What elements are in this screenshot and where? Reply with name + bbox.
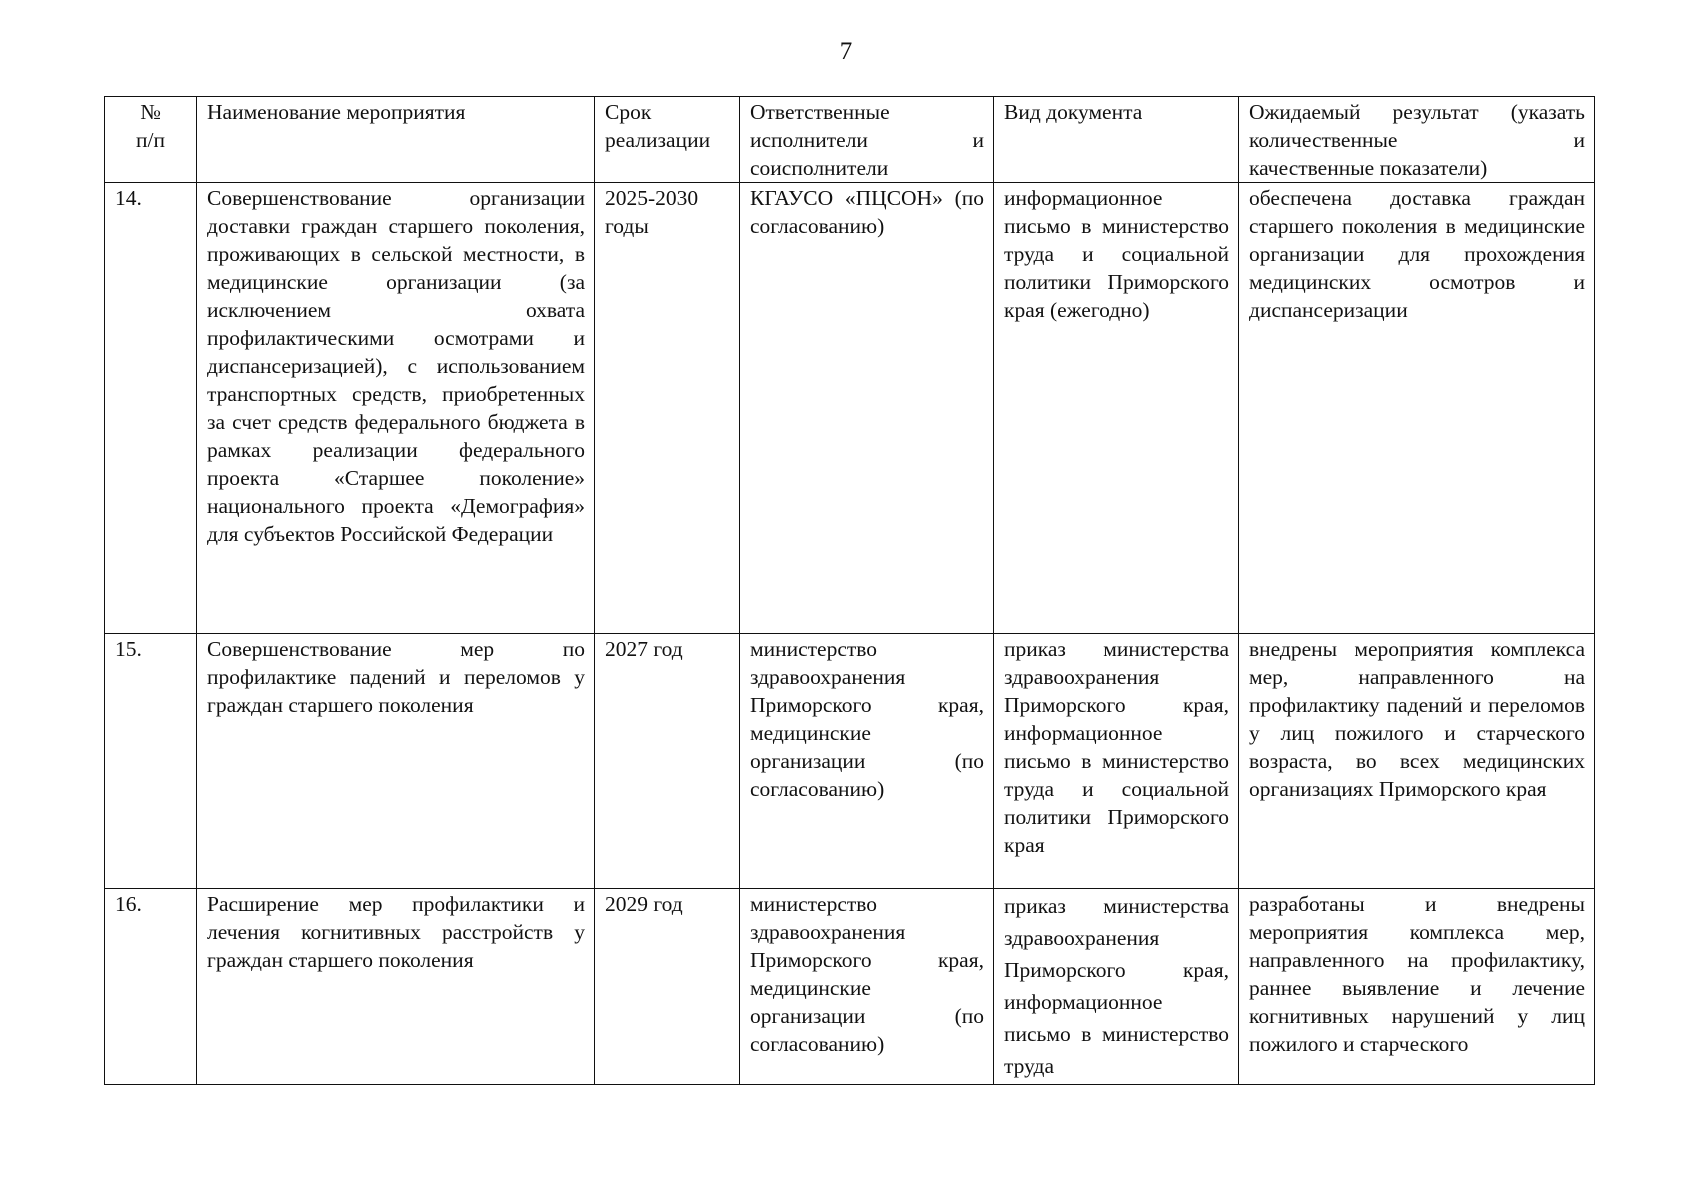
header-doc-type: Вид документа — [994, 97, 1239, 183]
row-name: Совершенствование организации доставки граждан старшего поколения, проживающих в сельской местности, в медицинские организации (за исключением охвата профилактическими осмотрами и диспансеризацией), с использованием транспортных средств, приобретенных за счет средств федерального бюджета в рамках реализации федерального проекта «Старшее поколение» национального проекта «Демография» для субъектов Российской Федерации — [197, 183, 595, 634]
row-doc-type: приказ министерства здравоохранения Приморского края, информационное письмо в министерство труда — [994, 889, 1239, 1085]
row-num: 15. — [105, 634, 197, 889]
header-executors — [740, 97, 994, 183]
header-result-line-1: Ожидаемый результат (указать — [1249, 100, 1585, 124]
header-num-line-2: п/п — [136, 128, 165, 152]
header-executors-line-1: Ответственные — [750, 100, 890, 124]
table-row — [105, 634, 1595, 889]
row-term: 2027 год — [595, 634, 740, 889]
row-doc-type: приказ министерства здравоохранения Приморского края, информационное письмо в министерство труда и социальной политики Приморского края — [994, 634, 1239, 889]
table-row — [105, 183, 1595, 634]
row-executors: министерство здравоохранения Приморского края, медицинские организации (по согласованию) — [740, 634, 994, 889]
header-result — [1239, 97, 1595, 183]
table-row — [105, 889, 1595, 1085]
row-result: разработаны и внедрены мероприятия комплекса мер, направленного на профилактику, раннее выявление и лечение когнитивных нарушений у лиц пожилого и старческого — [1239, 889, 1595, 1085]
header-executors-line-3: соисполнители — [750, 156, 889, 180]
row-term: 2029 год — [595, 889, 740, 1085]
measures-table — [104, 96, 1595, 1085]
row-result: внедрены мероприятия комплекса мер, направленного на профилактику падений и переломов у лиц пожилого и старческого возраста, во всех медицинских организациях Приморского края — [1239, 634, 1595, 889]
row-name: Расширение мер профилактики и лечения когнитивных расстройств у граждан старшего поколения — [197, 889, 595, 1085]
page-number: 7 — [839, 38, 853, 65]
header-term-line-2: реализации — [605, 128, 711, 152]
row-executors: КГАУСО «ПЦСОН» (по согласованию) — [740, 183, 994, 634]
header-name: Наименование мероприятия — [197, 97, 595, 183]
row-executors: министерство здравоохранения Приморского края, медицинские организации (по согласованию) — [740, 889, 994, 1085]
header-term-line-1: Срок — [605, 100, 652, 124]
row-result: обеспечена доставка граждан старшего поколения в медицинские организации для прохождения медицинских осмотров и диспансеризации — [1239, 183, 1595, 634]
row-doc-type: информационное письмо в министерство труда и социальной политики Приморского края (ежегодно) — [994, 183, 1239, 634]
header-executors-line-2: исполнители и — [750, 128, 984, 152]
row-name: Совершенствование мер по профилактике падений и переломов у граждан старшего поколения — [197, 634, 595, 889]
header-num — [105, 97, 197, 183]
header-num-line-1: № — [140, 100, 161, 124]
header-term — [595, 97, 740, 183]
row-num: 16. — [105, 889, 197, 1085]
row-num: 14. — [105, 183, 197, 634]
row-term: 2025-2030 годы — [595, 183, 740, 634]
header-result-line-3: качественные показатели) — [1249, 156, 1488, 180]
table-header-row — [105, 97, 1595, 183]
header-result-line-2: количественные и — [1249, 128, 1585, 152]
